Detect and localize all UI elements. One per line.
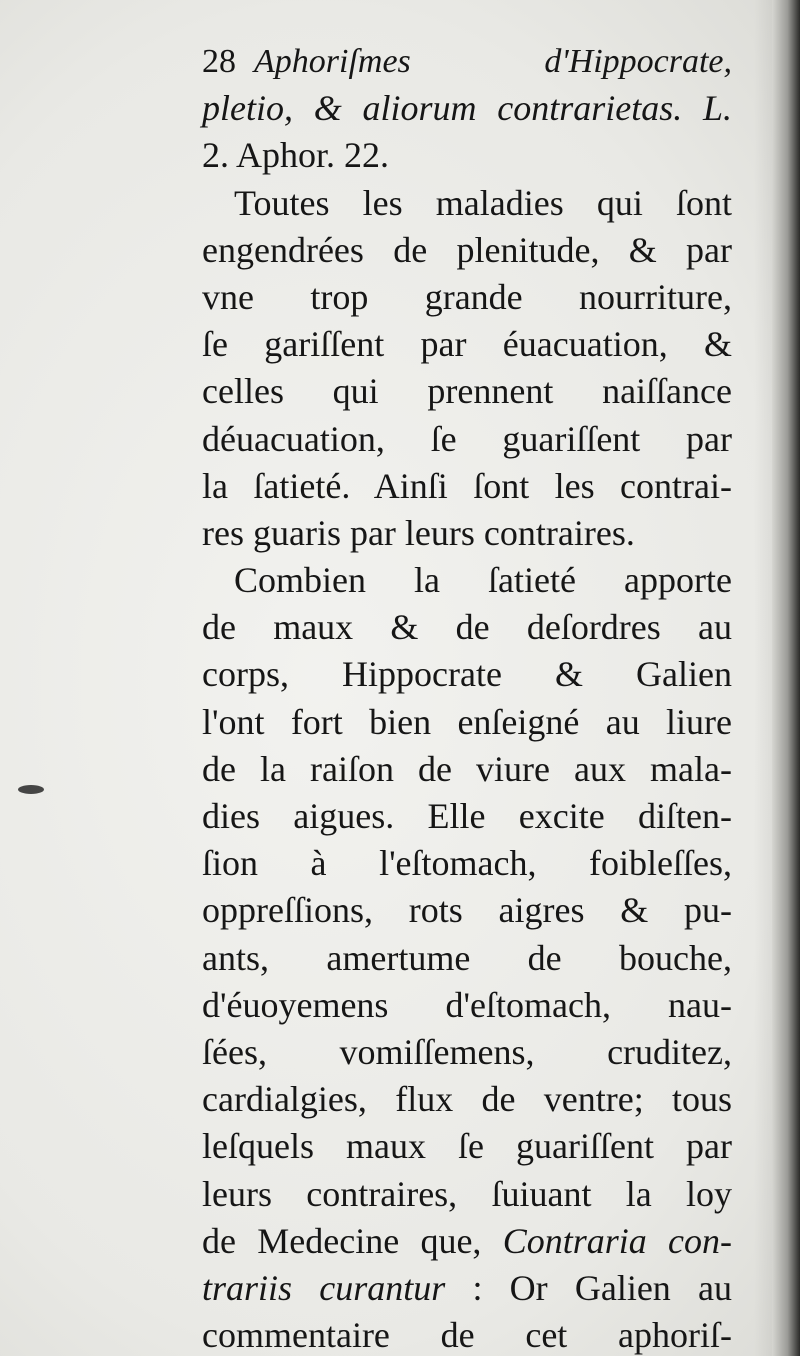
latin-quote: trariis curantur [202, 1267, 446, 1308]
page-number: 28 [202, 43, 236, 80]
page-text [202, 38, 732, 1356]
page-gutter-shadow [754, 0, 772, 1356]
text-line: celles qui prennent naiſſance [202, 371, 732, 412]
text-line: de la raiſon de viure aux mala- [202, 748, 732, 789]
running-header [202, 38, 732, 85]
text-line: ſées, vomiſſemens, cruditez, [202, 1031, 732, 1072]
text-line: l'ont fort bien enſeigné au liure [202, 701, 732, 742]
text-line-with-latin [202, 1265, 732, 1312]
text-line: engendrées de plenitude, & par [202, 229, 732, 270]
text-segment: de Medecine que, [202, 1220, 503, 1261]
text-line: cardialgies, flux de ventre; tous [202, 1079, 732, 1120]
running-title: Aphoriſmes d'Hippocrate, [254, 43, 732, 80]
text-line: dies aigues. Elle excite diſten- [202, 796, 732, 836]
paragraph-start-line: Combien la ſatieté apporte [234, 560, 732, 601]
text-line: commentaire de cet aphoriſ- [202, 1315, 732, 1356]
ink-speck [18, 785, 44, 794]
text-line: d'éuoyemens d'eſtomach, nau- [202, 984, 732, 1025]
text-segment: : Or Galien au [445, 1267, 732, 1308]
text-line: ants, amertume de bouche, [202, 937, 732, 978]
text-line: leurs contraires, ſuiuant la loy [202, 1173, 732, 1214]
text-line: vne trop grande nourriture, [202, 276, 732, 317]
paragraph-start-line: Toutes les maladies qui ſont [234, 182, 732, 223]
text-line: corps, Hippocrate & Galien [202, 654, 732, 695]
text-line: oppreſſions, rots aigres & pu- [202, 890, 732, 931]
text-line-with-latin [202, 1218, 732, 1265]
text-line: de maux & de deſordres au [202, 607, 732, 648]
latin-quote: Contraria con- [502, 1220, 732, 1261]
text-line: ſion à l'eſtomach, foibleſſes, [202, 843, 732, 884]
text-line: 2. Aphor. 22. [202, 135, 390, 176]
page-edge [772, 0, 800, 1356]
text-line: déuacuation, ſe guariſſent par [202, 418, 732, 459]
text-line: la ſatieté. Ainſi ſont les contrai- [202, 465, 732, 506]
text-line: pletio, & aliorum contrarietas. L. [202, 88, 732, 129]
text-line: leſquels maux ſe guariſſent par [202, 1126, 732, 1167]
text-line: ſe gariſſent par éuacuation, & [202, 324, 732, 365]
text-line: res guaris par leurs contraires. [202, 512, 635, 553]
